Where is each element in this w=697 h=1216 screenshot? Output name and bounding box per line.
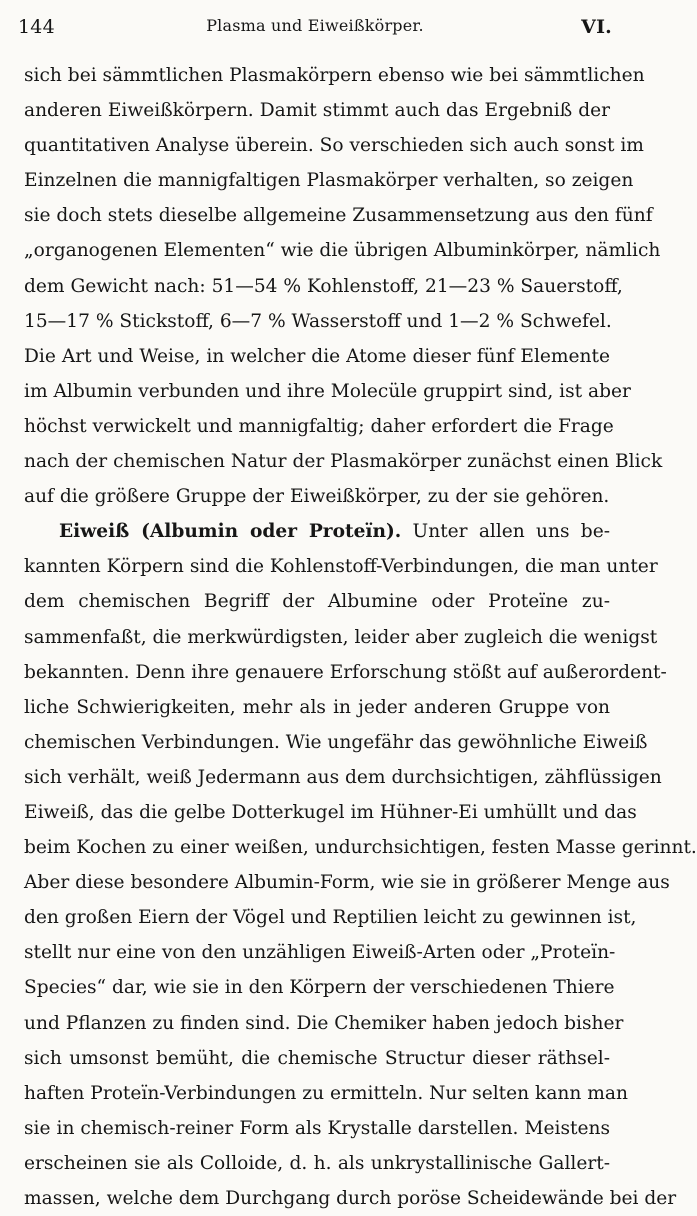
text-line: und Pflanzen zu finden sind. Die Chemiker haben jedoch bisher	[24, 1012, 624, 1034]
text-line: sie doch stets dieselbe allgemeine Zusammensetzung aus den fünf	[24, 205, 653, 227]
text-line: liche Schwierigkeiten, mehr als in jeder anderen Gruppe von	[24, 696, 610, 718]
text-line: Aber diese besondere Albumin-Form, wie sie in größerer Menge aus	[24, 872, 670, 894]
section-heading: Eiweiß (Albumin oder Proteïn).	[59, 521, 402, 543]
text-line: nach der chemischen Natur der Plasmakörper zunächst einen Blick	[24, 451, 663, 473]
text-line: stellt nur eine von den unzähligen Eiweiß-Arten oder „Proteïn-	[24, 942, 616, 964]
text-line: anderen Eiweißkörpern. Damit stimmt auch das Ergebniß der	[24, 100, 610, 122]
text-line: auf die größere Gruppe der Eiweißkörper, zu der sie gehören.	[24, 486, 610, 508]
text-line: chemischen Verbindungen. Wie ungefähr das gewöhnliche Eiweiß	[24, 731, 648, 753]
text-line: höchst verwickelt und mannigfaltig; daher erfordert die Frage	[24, 415, 614, 437]
text-line: beim Kochen zu einer weißen, undurchsichtigen, festen Masse gerinnt.	[24, 837, 697, 859]
paragraph-1	[24, 58, 663, 514]
text-line: massen, welche dem Durchgang durch poröse Scheidewände bei der	[24, 1188, 677, 1209]
text-line: im Albumin verbunden und ihre Molecüle gruppirt sind, ist aber	[24, 380, 631, 402]
heading-line-rest: Unter allen uns be-	[412, 521, 610, 543]
text-line: Die Art und Weise, in welcher die Atome dieser fünf Elemente	[24, 345, 610, 367]
text-line-first	[24, 514, 610, 549]
paragraph-2	[24, 514, 697, 1216]
text-line: den großen Eiern der Vögel und Reptilien leicht zu gewinnen ist,	[24, 907, 637, 929]
text-line: kannten Körpern sind die Kohlenstoff-Verbindungen, die man unter	[24, 556, 658, 578]
text-line: dem chemischen Begriff der Albumine oder Proteïne zu-	[24, 591, 610, 613]
text-line: sammenfaßt, die merkwürdigsten, leider aber zugleich die wenigst	[24, 626, 658, 648]
text-line: sich umsonst bemüht, die chemische Structur dieser räthsel-	[24, 1047, 610, 1069]
page-body	[24, 58, 697, 1216]
page-number: 144	[18, 16, 55, 38]
text-line: sie in chemisch-reiner Form als Krystalle darstellen. Meistens	[24, 1117, 610, 1139]
text-line: dem Gewicht nach: 51—54 % Kohlenstoff, 21—23 % Sauerstoff,	[24, 275, 623, 297]
text-line: bekannten. Denn ihre genauere Erforschung stößt auf außerordent-	[24, 661, 667, 683]
text-line: quantitativen Analyse überein. So verschieden sich auch sonst im	[24, 135, 644, 157]
text-line: Einzelnen die mannigfaltigen Plasmakörper verhalten, so zeigen	[24, 170, 634, 192]
text-line: erscheinen sie als Colloide, d. h. als unkrystallinische Gallert-	[24, 1152, 610, 1174]
text-line: „organogenen Elementen“ wie die übrigen Albuminkörper, nämlich	[24, 240, 661, 262]
text-line: sich verhält, weiß Jedermann aus dem durchsichtigen, zähflüssigen	[24, 766, 662, 788]
page-header	[18, 16, 612, 40]
section-number: VI.	[581, 16, 612, 38]
text-line: 15—17 % Stickstoff, 6—7 % Wasserstoff und 1—2 % Schwefel.	[24, 310, 612, 332]
text-line: sich bei sämmtlichen Plasmakörpern ebenso wie bei sämmtlichen	[24, 65, 645, 86]
text-line: Eiweiß, das die gelbe Dotterkugel im Hühner-Ei umhüllt und das	[24, 801, 637, 823]
running-title: Plasma und Eiweißkörper.	[206, 16, 424, 35]
text-line: haften Proteïn-Verbindungen zu ermitteln. Nur selten kann man	[24, 1082, 628, 1104]
text-line: Species“ dar, wie sie in den Körpern der verschiedenen Thiere	[24, 977, 615, 999]
